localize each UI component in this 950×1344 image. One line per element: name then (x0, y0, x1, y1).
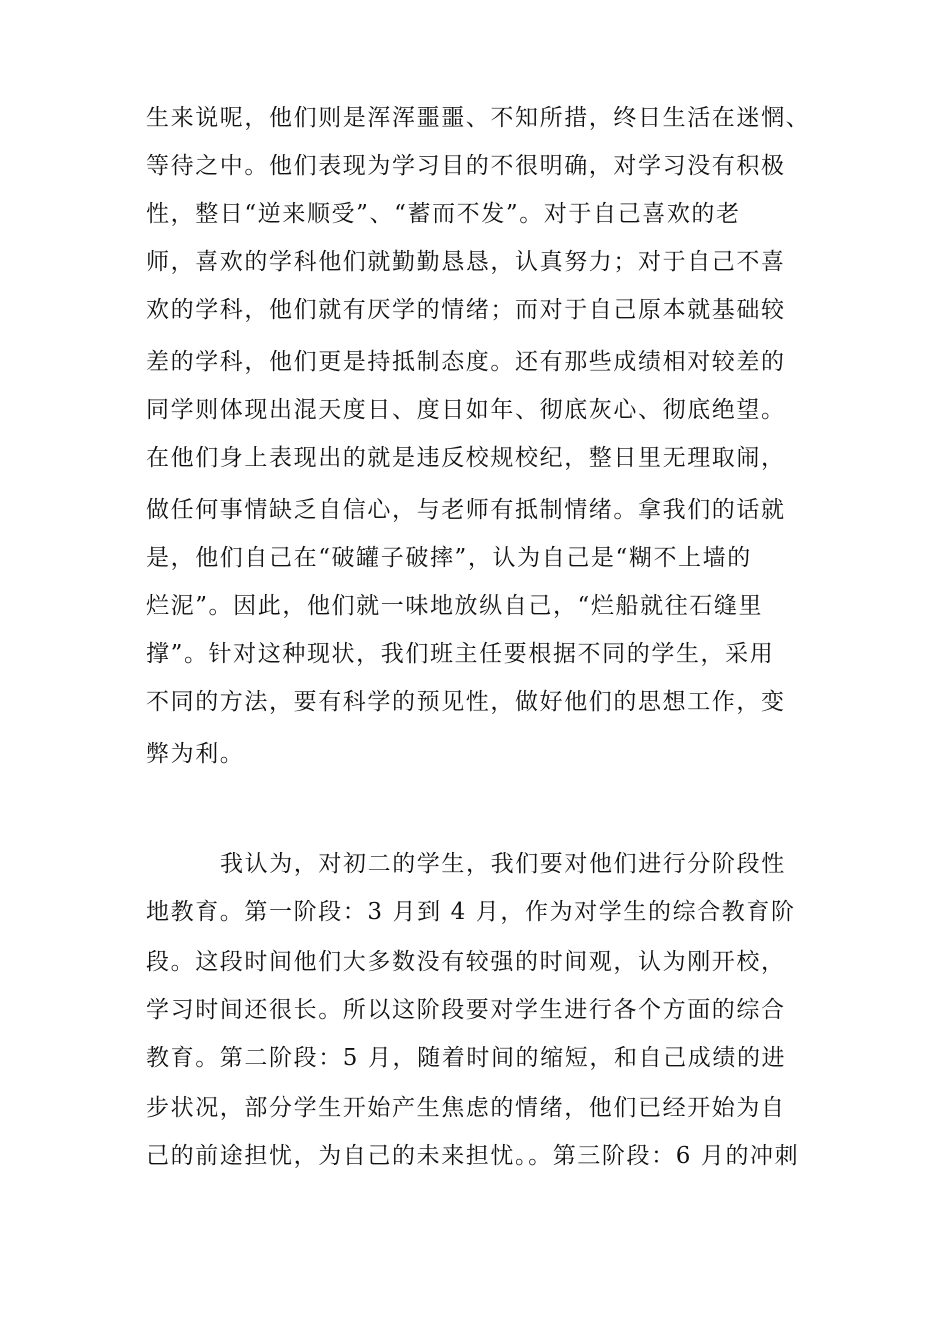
text-line: 我认为，对初二的学生，我们要对他们进行分阶段性 (220, 851, 786, 877)
text-line: 段。这段时间他们大多数没有较强的时间观，认为刚开校， (146, 949, 786, 975)
text-line: 教育。第二阶段：5 月，随着时间的缩短，和自己成绩的进 (146, 1045, 787, 1071)
text-line: 撑”。针对这种现状，我们班主任要根据不同的学生，采用 (146, 641, 775, 667)
text-line: 弊为利。 (146, 741, 245, 767)
text-line: 是，他们自己在“破罐子破摔”，认为自己是“糊不上墙的 (146, 545, 752, 571)
text-line: 等待之中。他们表现为学习目的不很明确，对学习没有积极 (146, 153, 786, 179)
text-line: 不同的方法，要有科学的预见性，做好他们的思想工作，变 (146, 689, 786, 715)
text-line: 烂泥”。因此，他们就一味地放纵自己，“烂船就往石缝里 (146, 593, 764, 619)
text-line: 差的学科，他们更是持抵制态度。还有那些成绩相对较差的 (146, 349, 786, 375)
text-line: 在他们身上表现出的就是违反校规校纪，整日里无理取闹， (146, 445, 786, 471)
text-line: 步状况，部分学生开始产生焦虑的情绪，他们已经开始为自 (146, 1095, 786, 1121)
text-line: 同学则体现出混天度日、度日如年、彻底灰心、彻底绝望。 (146, 397, 786, 423)
text-line: 师，喜欢的学科他们就勤勤恳恳，认真努力；对于自己不喜 (146, 249, 786, 275)
text-line: 性，整日“逆来顺受”、“蓄而不发”。对于自己喜欢的老 (146, 201, 741, 227)
text-line: 学习时间还很长。所以这阶段要对学生进行各个方面的综合 (146, 997, 786, 1023)
text-line: 做任何事情缺乏自信心，与老师有抵制情绪。拿我们的话就 (146, 497, 786, 523)
text-line: 生来说呢，他们则是浑浑噩噩、不知所措，终日生活在迷惘、 (146, 105, 811, 131)
text-line: 欢的学科，他们就有厌学的情绪；而对于自己原本就基础较 (146, 297, 786, 323)
text-line: 地教育。第一阶段：3 月到 4 月，作为对学生的综合教育阶 (146, 899, 796, 925)
text-line: 己的前途担忧，为自己的未来担忧。。第三阶段：6 月的冲刺 (146, 1143, 800, 1169)
